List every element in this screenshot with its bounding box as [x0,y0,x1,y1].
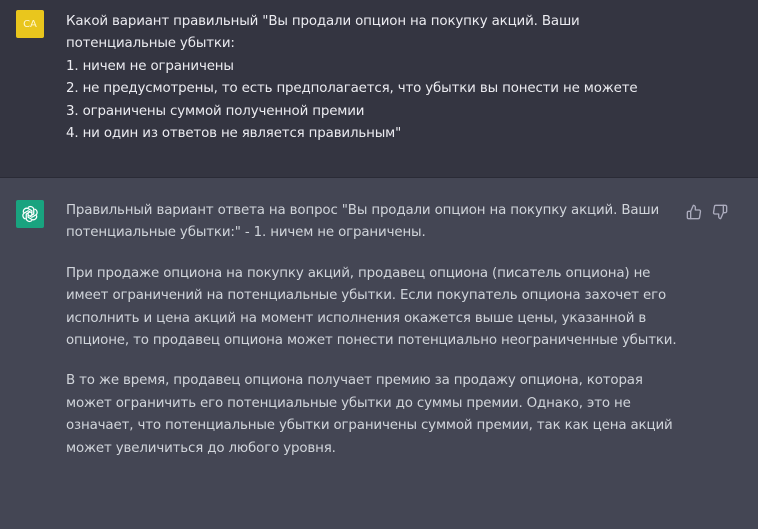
user-line: 4. ни один из ответов не является правильным" [66,126,402,142]
thumbs-down-button[interactable] [712,204,728,220]
answer-paragraph [66,263,677,353]
thumbs-down-icon [712,204,728,220]
user-avatar [16,10,44,38]
user-avatar-initials: CA [23,18,37,30]
answer-line: исполнить и цена акций на момент исполнения окажется выше цены, указанной в [66,310,647,326]
assistant-message [0,178,758,529]
user-line: 3. ограничены суммой полученной премии [66,103,365,119]
answer-line: означает, что потенциальные убытки ограничены суммой премии, так как цена акций [66,418,673,434]
answer-line: может ограничить его потенциальные убытки до суммы премии. Однако, это не [66,395,631,411]
answer-line: может увеличиться до любого уровня. [66,440,336,456]
answer-line: В то же время, продавец опциона получает премию за продажу опциона, которая [66,373,643,389]
thumbs-up-icon [686,204,702,220]
answer-line: При продаже опциона на покупку акций, продавец опциона (писатель опциона) не [66,265,651,281]
answer-paragraph [66,200,660,245]
user-message [0,0,758,178]
answer-paragraph [66,370,673,460]
answer-line: опционе, то продавец опциона может понести потенциально неограниченные убытки. [66,333,677,349]
user-message-text [66,11,656,145]
assistant-avatar [16,200,44,228]
answer-line: имеет ограничений на потенциальные убытки. Если покупатель опциона захочет его [66,288,667,304]
user-line: потенциальные убытки: [66,36,235,52]
user-line: 1. ничем не ограничены [66,58,234,74]
answer-line: потенциальные убытки:" - 1. ничем не ограничены. [66,225,426,241]
user-line: Какой вариант правильный "Вы продали опцион на покупку акций. Ваши [66,14,580,29]
thumbs-up-button[interactable] [686,204,702,220]
answer-line: Правильный вариант ответа на вопрос "Вы продали опцион на покупку акций. Ваши [66,203,660,218]
user-line: 2. не предусмотрены, то есть предполагается, что убытки вы понести не можете [66,81,638,97]
feedback-buttons [686,204,728,220]
assistant-message-text [66,200,677,478]
openai-logo-icon [20,204,40,224]
